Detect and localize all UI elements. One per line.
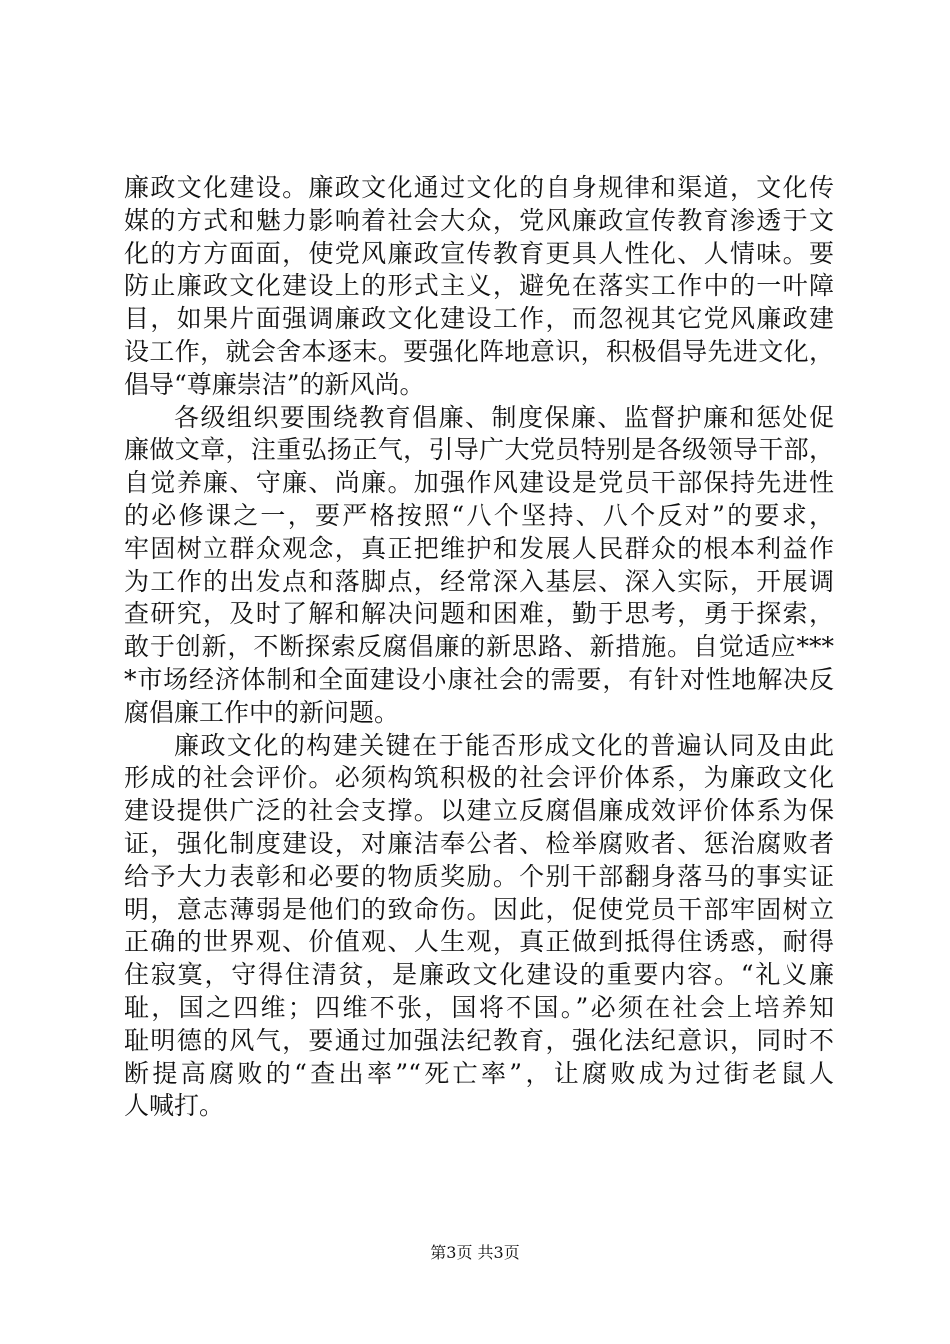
text-line: 住寂寞，守得住清贫，是廉政文化建设的重要内容。“礼义廉 <box>124 960 834 990</box>
text-line: 牢固树立群众观念，真正把维护和发展人民群众的根本利益作 <box>124 533 834 563</box>
text-line: 人喊打。 <box>124 1091 225 1121</box>
text-line: 建设提供广泛的社会支撑。以建立反腐倡廉成效评价体系为保 <box>124 796 834 826</box>
text-line: 自觉养廉、守廉、尚廉。加强作风建设是党员干部保持先进性 <box>124 468 834 498</box>
text-line: 查研究，及时了解和解决问题和困难，勤于思考，勇于探索， <box>124 599 834 629</box>
text-line: *市场经济体制和全面建设小康社会的需要，有针对性地解决反 <box>124 664 834 694</box>
text-line: 断提高腐败的“查出率”“死亡率”，让腐败成为过街老鼠人 <box>124 1058 834 1088</box>
text-line: 的必修课之一，要严格按照“八个坚持、八个反对”的要求， <box>124 500 834 530</box>
text-line: 媒的方式和魅力影响着社会大众，党风廉政宣传教育渗透于文 <box>124 205 834 235</box>
text-line: 廉做文章，注重弘扬正气，引导广大党员特别是各级领导干部， <box>124 435 834 465</box>
text-line: 目，如果片面强调廉政文化建设工作，而忽视其它党风廉政建 <box>124 304 834 334</box>
text-line: 设工作，就会舍本逐末。要强化阵地意识，积极倡导先进文化， <box>124 336 834 366</box>
text-line: 防止廉政文化建设上的形式主义，避免在落实工作中的一叶障 <box>124 271 834 301</box>
page-footer: 第3页 共3页 <box>430 1243 520 1262</box>
document-body <box>124 172 834 1123</box>
text-line: 耻明德的风气，要通过加强法纪教育，强化法纪意识，同时不 <box>124 1025 834 1055</box>
text-line: 化的方方面面，使党风廉政宣传教育更具人性化、人情味。要 <box>124 238 834 268</box>
text-line: 廉政文化建设。廉政文化通过文化的自身规律和渠道，文化传 <box>124 173 834 202</box>
text-line: 为工作的出发点和落脚点，经常深入基层、深入实际，开展调 <box>124 566 834 596</box>
text-line: 腐倡廉工作中的新问题。 <box>124 697 400 727</box>
text-line: 敢于创新，不断探索反腐倡廉的新思路、新措施。自觉适应*** <box>124 632 834 662</box>
text-line: 耻，国之四维；四维不张，国将不国。”必须在社会上培养知 <box>124 992 834 1022</box>
text-line: 给予大力表彰和必要的物质奖励。个别干部翻身落马的事实证 <box>124 861 834 891</box>
text-line: 证，强化制度建设，对廉洁奉公者、检举腐败者、惩治腐败者 <box>124 828 834 858</box>
text-line: 形成的社会评价。必须构筑积极的社会评价体系，为廉政文化 <box>124 763 834 793</box>
paragraph-first-line: 各级组织要围绕教育倡廉、制度保廉、监督护廉和惩处促 <box>174 402 834 432</box>
text-line: 倡导“尊廉崇洁”的新风尚。 <box>124 369 425 399</box>
text-line: 明，意志薄弱是他们的致命伤。因此，促使党员干部牢固树立 <box>124 894 834 924</box>
paragraph-first-line: 廉政文化的构建关键在于能否形成文化的普遍认同及由此 <box>174 730 834 760</box>
text-line: 正确的世界观、价值观、人生观，真正做到抵得住诱惑，耐得 <box>124 927 834 957</box>
